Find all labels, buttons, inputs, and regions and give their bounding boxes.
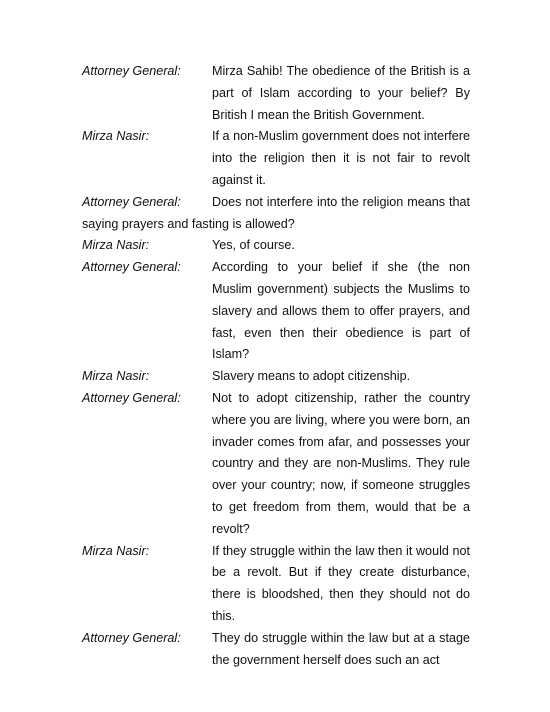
transcript-entry [82, 126, 470, 191]
transcript-entry [82, 257, 470, 366]
transcript-entry [82, 192, 470, 236]
speech-text: Yes, of course. [212, 238, 295, 253]
transcript-page [82, 61, 470, 671]
transcript-entry [82, 628, 470, 672]
speaker-name: Attorney General: [82, 390, 181, 405]
speaker-name: Mirza Nasir: [82, 543, 150, 558]
speaker-name: Attorney General: [82, 630, 181, 645]
speaker-name: Mirza Nasir: [82, 238, 150, 253]
speech-text: If a non-Muslim government does not interfere into the religion then it is not fair to revolt against it. [212, 129, 470, 187]
speech-text: According to your belief if she (the non Muslim government) subjects the Muslims to slavery and allows them to offer prayers, and fast, even then their obedience is part of Islam? [212, 260, 470, 362]
transcript-entry [82, 61, 470, 126]
speaker-name: Mirza Nasir: [82, 129, 150, 144]
speech-text: They do struggle within the law but at a stage the government herself does such an act [212, 630, 470, 667]
speech-text: Does not interfere into the religion means that saying prayers and fasting is allowed? [82, 194, 470, 231]
speech-text: Not to adopt citizenship, rather the country where you are living, where you were born, an invader comes from afar, and possesses your country and they are non-Muslims. They rule over your country; now, if someone struggles to get freedom from them, would that be a revolt? [212, 390, 470, 536]
transcript-entry [82, 366, 470, 388]
speech-text: Mirza Sahib! The obedience of the British is a part of Islam according to your belief? By British I mean the British Government. [212, 64, 470, 122]
transcript-entry [82, 541, 470, 628]
speaker-name: Attorney General: [82, 64, 181, 78]
transcript-entry [82, 235, 470, 257]
speech-text: If they struggle within the law then it would not be a revolt. But if they create disturbance, there is bloodshed, then they should not do this. [212, 543, 470, 623]
speaker-name: Attorney General: [82, 194, 181, 209]
speaker-name: Attorney General: [82, 260, 181, 275]
speaker-name: Mirza Nasir: [82, 369, 150, 384]
speech-text: Slavery means to adopt citizenship. [212, 369, 411, 384]
transcript-entry [82, 388, 470, 541]
